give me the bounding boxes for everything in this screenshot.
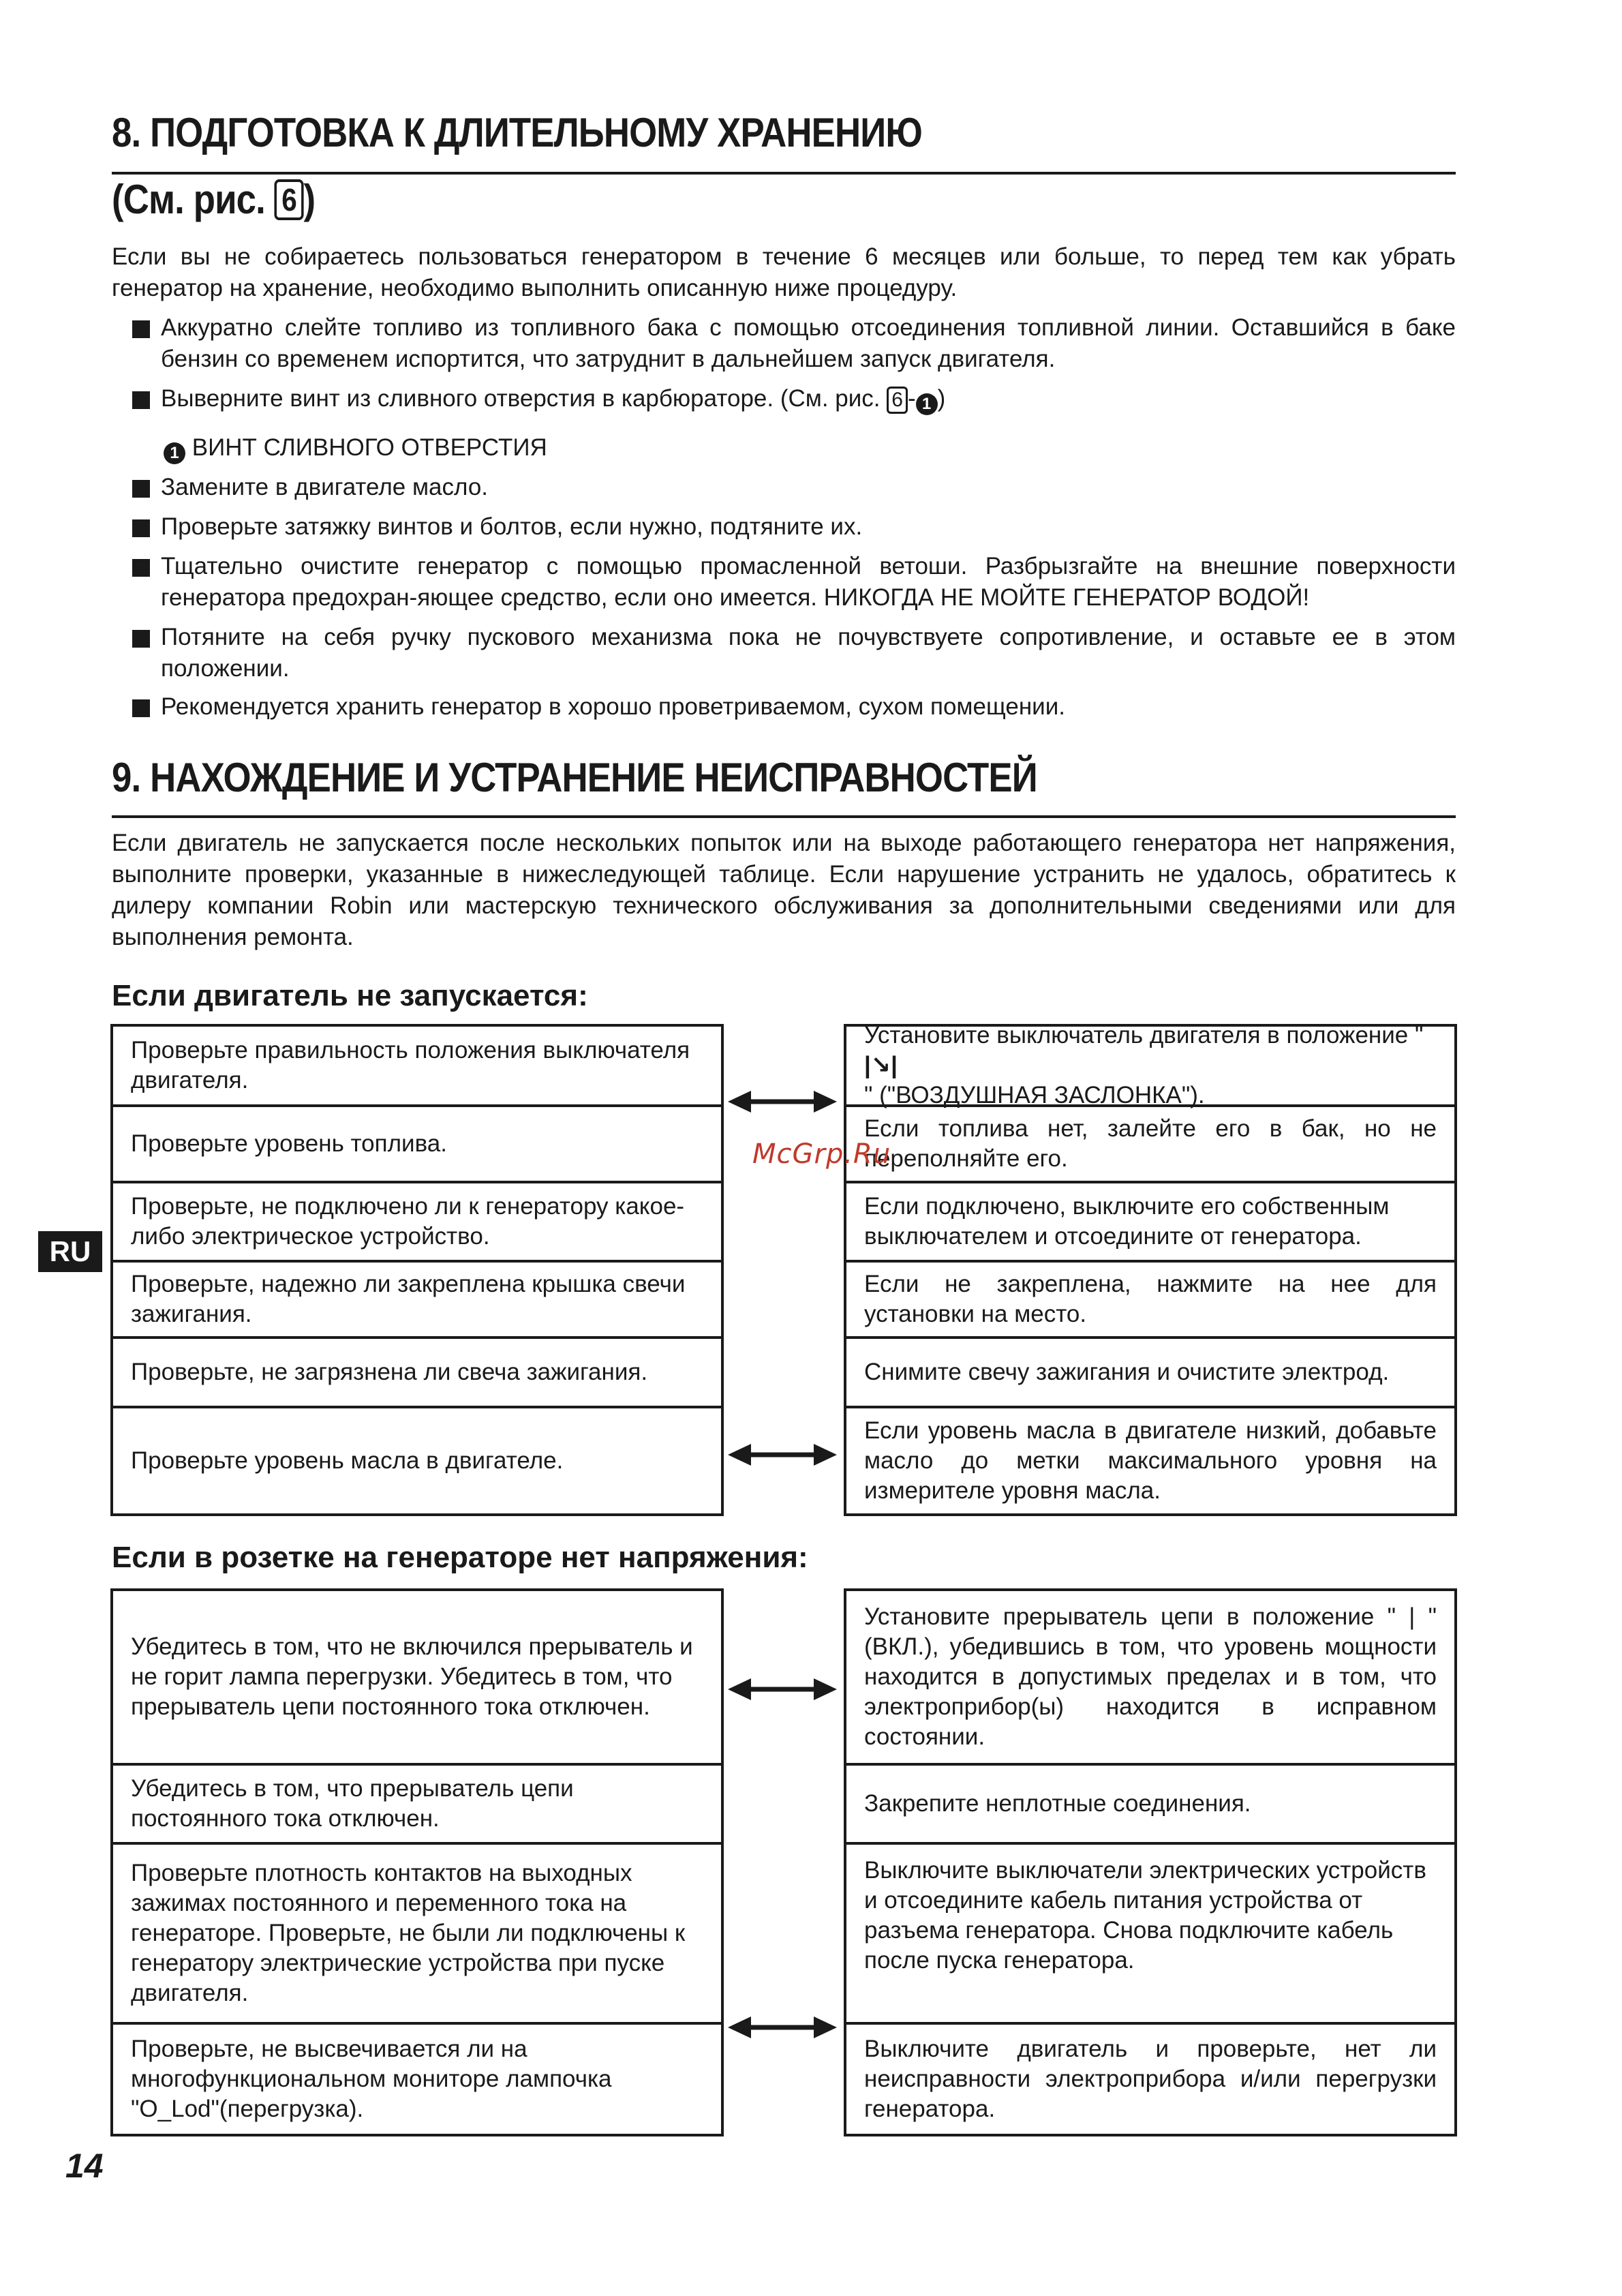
check-cell: Убедитесь в том, что не включился прерыватель и не горит лампа перегрузки. Убедитесь в том, что прерыватель цепи постоянного тока отключен. [113,1591,721,1766]
table-1-fixes [844,1024,1457,1516]
bullet-marker [132,699,150,717]
section-8-title: 8. ПОДГОТОВКА К ДЛИТЕЛЬНОМУ ХРАНЕНИЮ [112,110,922,155]
table-2-heading: Если в розетке на генераторе нет напряжения: [112,1541,808,1574]
subtitle-suffix: ) [303,177,316,222]
section-8-rule [112,172,1456,175]
fix-cell: Снимите свечу зажигания и очистите электрод. [846,1339,1454,1408]
double-arrow-icon [728,1088,837,1115]
check-cell: Проверьте, не высвечивается ли на многофункциональном мониторе лампочка "O_Lod"(перегрузка). [131,2036,612,2122]
bullet-marker [132,630,150,648]
fix-cell: Если не закреплена, нажмите на нее для установки на место. [846,1263,1454,1339]
fix-cell: Если уровень масла в двигателе низкий, добавьте масло до метки максимального уровня на измерителе уровня масла. [864,1417,1437,1504]
bullet-item: Тщательно очистите генератор с помощью промасленной ветоши. Разбрызгайте на внешние поверхности генератора предохран-яющее средство, если оно имеется. НИКОГДА НЕ МОЙТЕ ГЕНЕРАТОР ВОДОЙ! [161,553,1456,611]
subtitle-prefix: (См. рис. [112,177,265,222]
fix-cell: Выключите выключатели электрических устройств и отсоедините кабель питания устройства от разъема генератора. Снова подключите кабель после пуска генератора. [846,1845,1454,2025]
section-9-title: 9. НАХОЖДЕНИЕ И УСТРАНЕНИЕ НЕИСПРАВНОСТЕЙ [112,755,1037,800]
language-tab: RU [38,1231,102,1272]
table-1-heading: Если двигатель не запускается: [112,979,588,1012]
bullet-marker [132,480,150,498]
double-arrow-icon [728,1441,837,1468]
fix-cell: Выключите двигатель и проверьте, нет ли неисправности электроприбора и/или перегрузки генератора. [864,2036,1437,2122]
callout-number: 1 [164,442,185,464]
check-cell: Проверьте, не загрязнена ли свеча зажигания. [113,1339,721,1408]
check-cell: Проверьте, не подключено ли к генератору какое-либо электрическое устройство. [113,1183,721,1263]
bullet-item: Замените в двигателе масло. [161,474,489,500]
check-cell: Проверьте уровень топлива. [113,1107,721,1183]
section-8-subtitle [112,176,315,223]
section-9-intro: Если двигатель не запускается после нескольких попыток или на выходе работающего генератора нет напряжения, выполните проверки, указанные в нижеследующей таблице. Если нарушение устранить не удалось, обратитесь к дилеру компании Robin или мастерскую технического обслуживания за дополнительными сведениями или для выполнения ремонта. [112,830,1456,950]
bullet-item: Потяните на себя ручку пускового механизма пока не почувствуете сопротивление, и оставьте ее в этом положении. [161,624,1456,682]
table-1-checks [110,1024,724,1516]
section-9-rule [112,815,1456,818]
bullet-item: Рекомендуется хранить генератор в хорошо проветриваемом, сухом помещении. [161,693,1065,720]
bullet-item: Проверьте затяжку винтов и болтов, если нужно, подтяните их. [161,513,863,540]
figure-ref-box: 6 [887,387,908,414]
figure-ref-box: 6 [275,179,304,220]
check-cell: Проверьте правильность положения выключателя двигателя. [113,1027,721,1107]
callout-number: 1 [916,393,938,415]
bullet-marker [132,519,150,537]
table-2-checks [110,1588,724,2136]
double-arrow-icon [728,2014,837,2041]
page-number: 14 [65,2147,104,2185]
check-cell: Проверьте плотность контактов на выходных зажимах постоянного и переменного тока на генераторе. Проверьте, не были ли подключены к генератору электрические устройства при пуске двигателя. [113,1845,721,2025]
bullet-item: Аккуратно слейте топливо из топливного бака с помощью отсоединения топливной линии. Оставшийся в баке бензин со временем испортится, что затруднит в дальнейшем запуск двигателя. [161,314,1456,372]
fix-cell: Установите выключатель двигателя в положение " |↘| " ("ВОЗДУШНАЯ ЗАСЛОНКА"). [846,1027,1454,1107]
fix-cell: Установите прерыватель цепи в положение " | " (ВКЛ.), убедившись в том, что уровень мощности находится в допустимых пределах и в том, что электроприбор(ы) находится в исправном состоянии. [846,1591,1454,1766]
table-2-fixes [844,1588,1457,2136]
bullet-marker [132,559,150,577]
choke-symbol: |↘| [864,1052,898,1078]
double-arrow-icon [728,1676,837,1703]
bullet-marker [132,320,150,338]
check-cell: Убедитесь в том, что прерыватель цепи постоянного тока отключен. [113,1766,721,1845]
fix-cell: Закрепите неплотные соединения. [846,1766,1454,1845]
section-8-intro: Если вы не собираетесь пользоваться генератором в течение 6 месяцев или больше, то перед тем как убрать генератор на хранение, необходимо выполнить описанную ниже процедуру. [112,243,1456,301]
watermark: McGrp.Ru [752,1138,891,1170]
bullet-item: Выверните винт из сливного отверстия в карбюраторе. (См. рис. 6 - 1 ) [161,383,1456,415]
callout-legend: 1 ВИНТ СЛИВНОГО ОТВЕРСТИЯ [164,432,1458,464]
fix-cell: Если подключено, выключите его собственным выключателем и отсоедините от генератора. [846,1183,1454,1263]
fix-cell: Если топлива нет, залейте его в бак, но не переполняйте его. [846,1107,1454,1183]
check-cell: Проверьте, надежно ли закреплена крышка свечи зажигания. [113,1263,721,1339]
bullet-marker [132,391,150,409]
check-cell: Проверьте уровень масла в двигателе. [131,1447,564,1474]
